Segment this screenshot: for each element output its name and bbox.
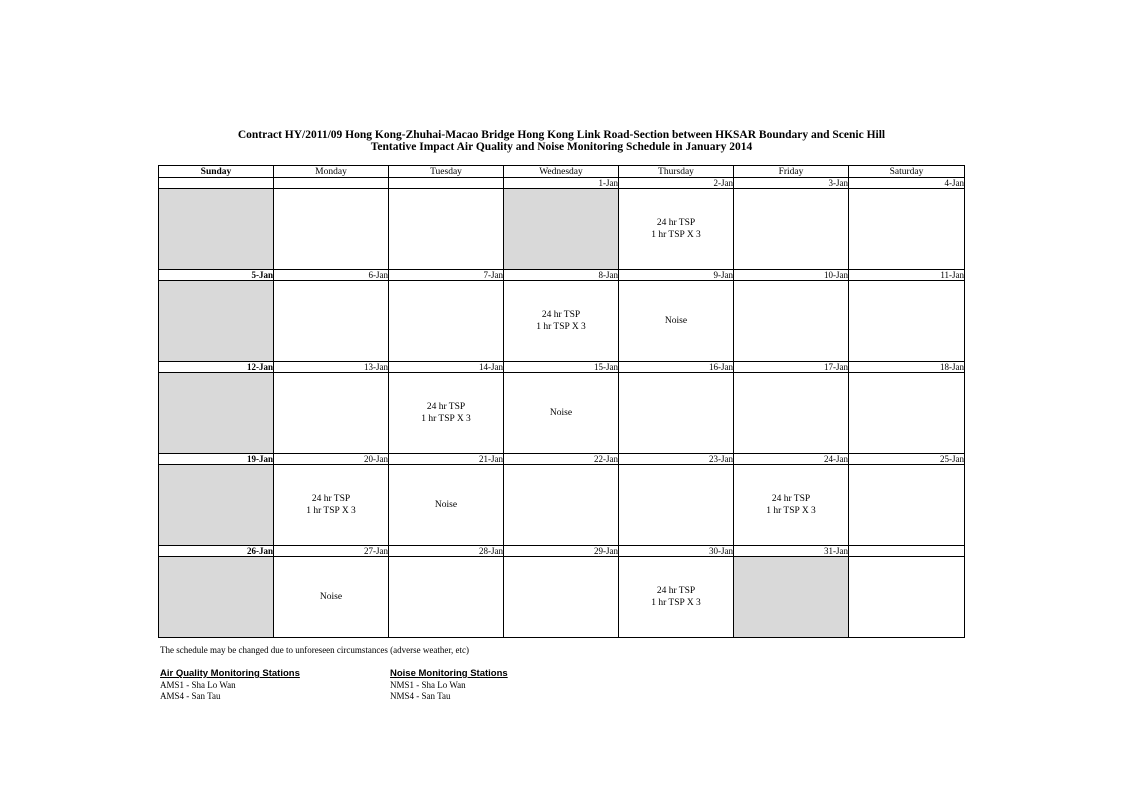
monitoring-event: 24 hr TSP	[426, 402, 466, 412]
monitoring-event: Noise	[664, 316, 688, 326]
day-cell	[389, 557, 504, 638]
day-cell	[849, 557, 965, 638]
date-label: 2-Jan	[619, 178, 734, 189]
date-label: 25-Jan	[849, 454, 965, 465]
day-cell	[504, 189, 619, 270]
date-label: 26-Jan	[159, 546, 274, 557]
day-cell	[619, 373, 734, 454]
date-label: 28-Jan	[389, 546, 504, 557]
noise-station-nms1: NMS1 - Sha Lo Wan	[390, 680, 466, 690]
day-cell	[389, 281, 504, 362]
monitoring-event: 24 hr TSP	[656, 586, 696, 596]
date-label: 6-Jan	[274, 270, 389, 281]
date-label: 30-Jan	[619, 546, 734, 557]
date-label: 11-Jan	[849, 270, 965, 281]
monitoring-event: 1 hr TSP X 3	[536, 322, 586, 332]
date-row	[159, 546, 965, 557]
date-label: 10-Jan	[734, 270, 849, 281]
date-label: 22-Jan	[504, 454, 619, 465]
date-label: 16-Jan	[619, 362, 734, 373]
day-cell	[274, 281, 389, 362]
date-label: 8-Jan	[504, 270, 619, 281]
day-cell	[504, 465, 619, 546]
date-label: 12-Jan	[159, 362, 274, 373]
monitoring-event: 1 hr TSP X 3	[421, 414, 471, 424]
day-cell	[274, 465, 389, 546]
day-cell	[159, 281, 274, 362]
air-station-ams4: AMS4 - San Tau	[160, 691, 221, 701]
day-cell	[619, 189, 734, 270]
day-cell	[159, 373, 274, 454]
day-header-wednesday: Wednesday	[504, 166, 619, 178]
date-row	[159, 454, 965, 465]
date-label: 20-Jan	[274, 454, 389, 465]
day-cell	[619, 557, 734, 638]
monitoring-event: 24 hr TSP	[311, 494, 351, 504]
air-station-ams1: AMS1 - Sha Lo Wan	[160, 680, 236, 690]
day-cell	[389, 465, 504, 546]
day-cell	[849, 189, 965, 270]
date-label: 27-Jan	[274, 546, 389, 557]
day-cell	[504, 557, 619, 638]
date-label: 7-Jan	[389, 270, 504, 281]
events-row	[159, 557, 965, 638]
day-cell	[159, 189, 274, 270]
date-label: 29-Jan	[504, 546, 619, 557]
day-cell	[849, 465, 965, 546]
day-header-saturday: Saturday	[849, 166, 965, 178]
day-header-monday: Monday	[274, 166, 389, 178]
monitoring-event: 24 hr TSP	[771, 494, 811, 504]
schedule-note: The schedule may be changed due to unforeseen circumstances (adverse weather, etc)	[160, 645, 469, 655]
noise-station-nms4: NMS4 - San Tau	[390, 691, 451, 701]
monitoring-event: Noise	[434, 500, 458, 510]
events-row	[159, 465, 965, 546]
date-label: 14-Jan	[389, 362, 504, 373]
monitoring-event: Noise	[319, 592, 343, 602]
day-cell	[389, 189, 504, 270]
date-label: 31-Jan	[734, 546, 849, 557]
monitoring-event: 24 hr TSP	[541, 310, 581, 320]
monitoring-event: 1 hr TSP X 3	[766, 506, 816, 516]
date-label	[389, 178, 504, 189]
document-title: Contract HY/2011/09 Hong Kong-Zhuhai-Macao Bridge Hong Kong Link Road-Section between HKSAR Boundary and Scenic Hill	[237, 129, 886, 141]
date-label: 15-Jan	[504, 362, 619, 373]
date-label	[274, 178, 389, 189]
day-header-sunday: Sunday	[159, 166, 274, 178]
calendar-table	[158, 165, 965, 638]
day-cell	[159, 465, 274, 546]
day-cell	[274, 557, 389, 638]
day-cell	[734, 373, 849, 454]
date-label: 23-Jan	[619, 454, 734, 465]
day-header-thursday: Thursday	[619, 166, 734, 178]
day-cell	[274, 373, 389, 454]
date-row	[159, 270, 965, 281]
noise-legend-heading: Noise Monitoring Stations	[390, 668, 508, 679]
day-cell	[389, 373, 504, 454]
day-cell	[734, 281, 849, 362]
events-row	[159, 373, 965, 454]
date-label: 19-Jan	[159, 454, 274, 465]
day-cell	[734, 189, 849, 270]
day-cell	[504, 373, 619, 454]
day-cell	[849, 373, 965, 454]
day-header-friday: Friday	[734, 166, 849, 178]
monitoring-event: 1 hr TSP X 3	[651, 230, 701, 240]
day-cell	[734, 465, 849, 546]
date-label	[849, 546, 965, 557]
monitoring-event: 24 hr TSP	[656, 218, 696, 228]
events-row	[159, 281, 965, 362]
date-label: 4-Jan	[849, 178, 965, 189]
events-row	[159, 189, 965, 270]
day-cell	[849, 281, 965, 362]
monitoring-event: 1 hr TSP X 3	[306, 506, 356, 516]
day-cell	[619, 281, 734, 362]
air-quality-legend-heading: Air Quality Monitoring Stations	[160, 668, 300, 679]
air-quality-legend	[160, 668, 300, 702]
day-cell	[159, 557, 274, 638]
date-label: 9-Jan	[619, 270, 734, 281]
noise-legend	[390, 668, 508, 702]
date-label: 24-Jan	[734, 454, 849, 465]
monitoring-event: 1 hr TSP X 3	[651, 598, 701, 608]
document-subtitle: Tentative Impact Air Quality and Noise Monitoring Schedule in January 2014	[370, 141, 753, 153]
date-label: 1-Jan	[504, 178, 619, 189]
date-label: 21-Jan	[389, 454, 504, 465]
day-header-row	[159, 166, 965, 178]
date-label: 17-Jan	[734, 362, 849, 373]
date-row	[159, 178, 965, 189]
monitoring-event: Noise	[549, 408, 573, 418]
day-cell	[734, 557, 849, 638]
day-header-tuesday: Tuesday	[389, 166, 504, 178]
date-row	[159, 362, 965, 373]
day-cell	[504, 281, 619, 362]
date-label: 5-Jan	[159, 270, 274, 281]
date-label: 18-Jan	[849, 362, 965, 373]
day-cell	[619, 465, 734, 546]
date-label: 13-Jan	[274, 362, 389, 373]
date-label: 3-Jan	[734, 178, 849, 189]
date-label	[159, 178, 274, 189]
day-cell	[274, 189, 389, 270]
